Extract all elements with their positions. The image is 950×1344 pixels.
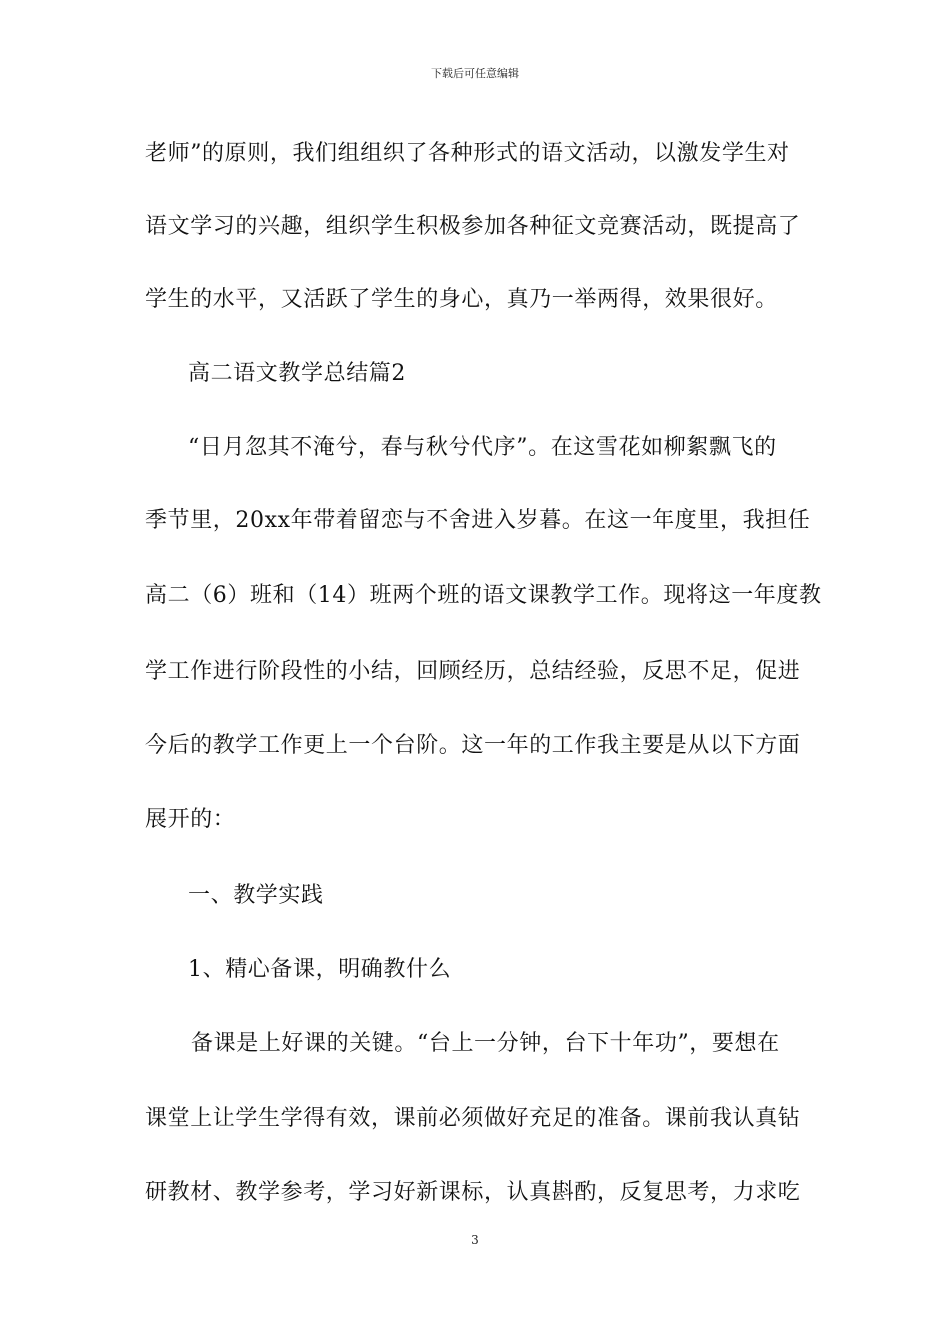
body-line: 语文学习的兴趣，组织学生积极参加各种征文竞赛活动，既提高了	[145, 214, 801, 239]
section-title: 高二语文教学总结篇2	[188, 361, 406, 386]
body-line: 展开的：	[145, 807, 236, 832]
body-line: 研教材、教学参考，学习好新课标，认真斟酌，反复思考，力求吃	[145, 1180, 801, 1205]
body-line: 学生的水平，又活跃了学生的身心，真乃一举两得，效果很好。	[145, 287, 778, 312]
subsection-heading: 1、精心备课，明确教什么	[188, 957, 452, 982]
body-line: 今后的教学工作更上一个台阶。这一年的工作我主要是从以下方面	[145, 733, 801, 758]
body-line: “日月忽其不淹兮，春与秋兮代序”。在这雪花如柳絮飘飞的	[188, 435, 777, 460]
section-heading: 一、教学实践	[188, 883, 324, 908]
body-line: 季节里，20xx年带着留恋与不舍进入岁暮。在这一年度里，我担任	[145, 508, 811, 533]
body-line: 学工作进行阶段性的小结，回顾经历，总结经验，反思不足，促进	[145, 659, 801, 684]
body-line: 备课是上好课的关键。“台上一分钟，台下十年功”，要想在	[191, 1031, 780, 1056]
body-line: 高二（6）班和（14）班两个班的语文课教学工作。现将这一年度教	[145, 583, 822, 608]
body-line: 课堂上让学生学得有效，课前必须做好充足的准备。课前我认真钻	[145, 1106, 801, 1131]
body-line: 老师”的原则，我们组组织了各种形式的语文活动，以激发学生对	[145, 141, 790, 166]
page-number: 3	[471, 1233, 479, 1247]
page-header-note: 下载后可任意编辑	[431, 67, 519, 80]
